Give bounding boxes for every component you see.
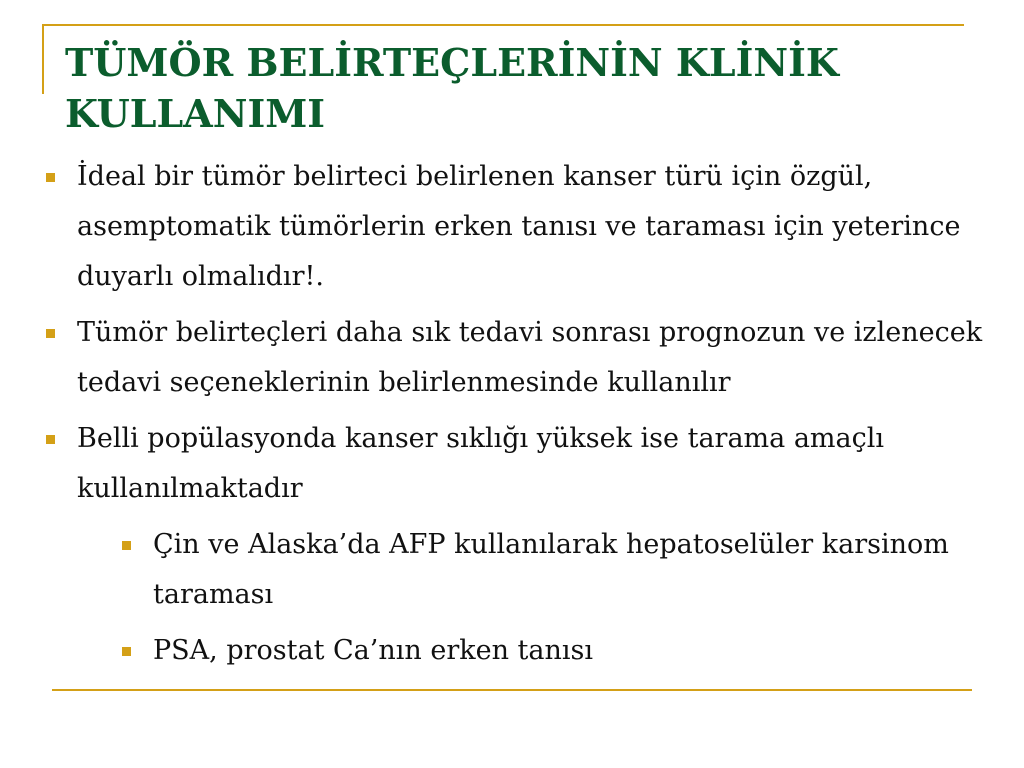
bullet-text: İdeal bir tümör belirteci belirlenen kanser türü için özgül, asemptomatik tümörlerin erken tanısı ve taraması için yeterince duyarlı olmalıdır!.	[77, 161, 961, 292]
bullet-item	[42, 308, 992, 408]
bullet-text: Tümör belirteçleri daha sık tedavi sonrası prognozun ve izlenecek tedavi seçeneklerinin belirlenmesinde kullanılır	[77, 317, 983, 398]
slide-title: TÜMÖR BELİRTEÇLERİNİN KLİNİK KULLANIMI	[65, 40, 839, 136]
top-divider-line	[42, 24, 964, 26]
left-accent-line	[42, 24, 44, 94]
bullet-item	[42, 152, 992, 302]
sub-bullet-text: Çin ve Alaska’da AFP kullanılarak hepatoselüler karsinom taraması	[153, 529, 949, 610]
sub-bullet-item	[118, 520, 992, 620]
square-bullet-icon	[46, 173, 55, 182]
bullet-list	[42, 152, 992, 682]
sub-bullet-item	[118, 626, 992, 676]
bullet-text: Belli popülasyonda kanser sıklığı yüksek ise tarama amaçlı kullanılmaktadır	[77, 423, 885, 504]
bullet-item	[42, 414, 992, 514]
sub-bullet-text: PSA, prostat Ca’nın erken tanısı	[153, 635, 594, 666]
square-bullet-icon	[122, 647, 131, 656]
square-bullet-icon	[122, 541, 131, 550]
square-bullet-icon	[46, 435, 55, 444]
square-bullet-icon	[46, 329, 55, 338]
bottom-divider-line	[52, 689, 972, 691]
